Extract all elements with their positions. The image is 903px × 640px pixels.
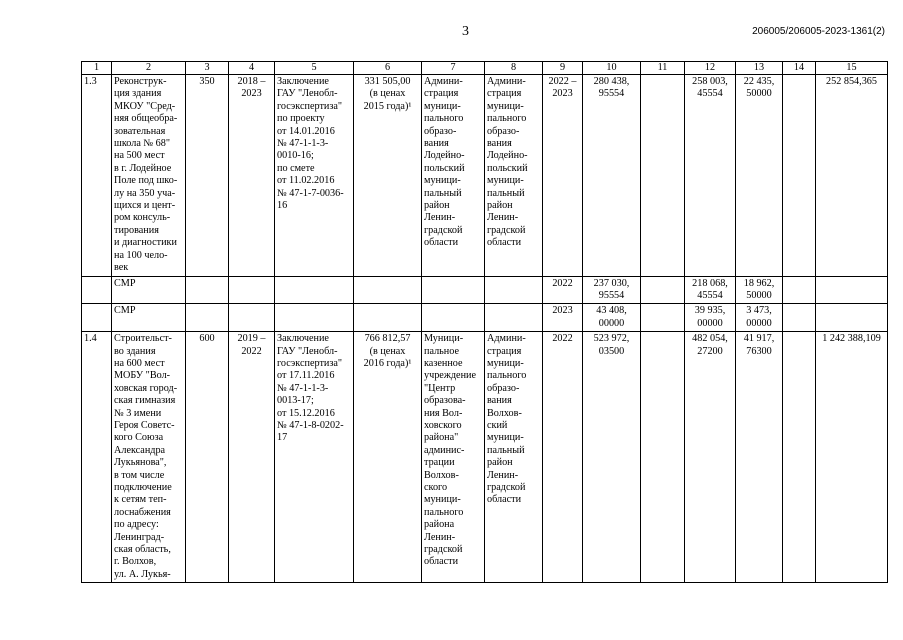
cell-expert-conclusion: Заключение ГАУ "Ленобл- госэкспертиза" по проекту от 14.01.2016 № 47-1-1-3- 0010-16; по смете от 11.02.2016 № 47-1-7-0036- 16 bbox=[275, 75, 354, 277]
cell-col-14 bbox=[783, 75, 816, 277]
cell-customer: Админи- страция муници- пального образо- вания Лодейно- польский муници- пальный район Ленин- градской области bbox=[422, 75, 485, 277]
cell-construction-period: 2019 – 2022 bbox=[229, 332, 275, 583]
cell-funding-years: 2022 bbox=[543, 276, 583, 304]
column-header: 12 bbox=[685, 62, 736, 75]
cell-owner: Админи- страция муници- пального образо- вания Лодейно- польский муници- пальный район Ленин- градской области bbox=[485, 75, 543, 277]
page-number: 3 bbox=[462, 24, 469, 39]
cell-customer bbox=[422, 304, 485, 332]
cell-total-funding: 523 972, 03500 bbox=[583, 332, 641, 583]
column-header: 13 bbox=[736, 62, 783, 75]
cell-capacity bbox=[186, 276, 229, 304]
cell-col-15 bbox=[816, 304, 888, 332]
cell-object-name: Реконструк- ция здания МКОУ "Сред- няя общеобра- зовательная школа № 68" на 500 мест в г. Лодейное Поле под шко- лу на 350 уча- щихся и цент- ром консуль- тирования и диагностики на 100 чело- век bbox=[112, 75, 186, 277]
cell-owner: Админи- страция муници- пального образо- вания Волхов- ский муници- пальный район Ленин- градской области bbox=[485, 332, 543, 583]
cell-regional-funding: 39 935, 00000 bbox=[685, 304, 736, 332]
cell-local-funding: 18 962, 50000 bbox=[736, 276, 783, 304]
cell-owner bbox=[485, 276, 543, 304]
cell-estimated-cost: 331 505,00 (в ценах 2015 года)¹ bbox=[354, 75, 422, 277]
cell-total-funding: 43 408, 00000 bbox=[583, 304, 641, 332]
cell-regional-funding: 482 054, 27200 bbox=[685, 332, 736, 583]
cell-col-15 bbox=[816, 276, 888, 304]
cell-local-funding: 3 473, 00000 bbox=[736, 304, 783, 332]
data-table bbox=[81, 61, 888, 583]
column-header: 2 bbox=[112, 62, 186, 75]
cell-object-name: СМР bbox=[112, 304, 186, 332]
cell-col-11 bbox=[641, 332, 685, 583]
column-number-header-row bbox=[82, 62, 888, 75]
cell-expert-conclusion bbox=[275, 304, 354, 332]
table-row bbox=[82, 304, 888, 332]
cell-funding-years: 2022 – 2023 bbox=[543, 75, 583, 277]
cell-capacity: 600 bbox=[186, 332, 229, 583]
cell-funding-years: 2022 bbox=[543, 332, 583, 583]
table-row bbox=[82, 276, 888, 304]
cell-expert-conclusion: Заключение ГАУ "Ленобл- госэкспертиза" от 17.11.2016 № 47-1-1-3- 0013-17; от 15.12.2016 № 47-1-8-0202- 17 bbox=[275, 332, 354, 583]
table-row bbox=[82, 332, 888, 583]
cell-regional-funding: 258 003, 45554 bbox=[685, 75, 736, 277]
cell-total-funding: 280 438, 95554 bbox=[583, 75, 641, 277]
cell-capacity bbox=[186, 304, 229, 332]
cell-local-funding: 22 435, 50000 bbox=[736, 75, 783, 277]
cell-local-funding: 41 917, 76300 bbox=[736, 332, 783, 583]
cell-object-name: Строительст- во здания на 600 мест МОБУ "Вол- ховская город- ская гимназия № 3 имени Героя Советс- кого Союза Александра Лукьянова", в том числе подключение к сетям теп- лоснабжения по адресу: Ленинград- ская область, г. Волхов, ул. А. Лукья- bbox=[112, 332, 186, 583]
cell-estimated-cost: 766 812,57 (в ценах 2016 года)¹ bbox=[354, 332, 422, 583]
cell-col-15: 252 854,365 bbox=[816, 75, 888, 277]
column-header: 11 bbox=[641, 62, 685, 75]
document-reference: 206005/206005-2023-1361(2) bbox=[752, 26, 885, 37]
cell-item-number: 1.3 bbox=[82, 75, 112, 277]
column-header: 10 bbox=[583, 62, 641, 75]
column-header: 3 bbox=[186, 62, 229, 75]
cell-col-11 bbox=[641, 304, 685, 332]
column-header: 4 bbox=[229, 62, 275, 75]
cell-col-15: 1 242 388,109 bbox=[816, 332, 888, 583]
cell-funding-years: 2023 bbox=[543, 304, 583, 332]
cell-col-14 bbox=[783, 304, 816, 332]
cell-object-name: СМР bbox=[112, 276, 186, 304]
column-header: 15 bbox=[816, 62, 888, 75]
cell-estimated-cost bbox=[354, 276, 422, 304]
column-header: 9 bbox=[543, 62, 583, 75]
column-header: 8 bbox=[485, 62, 543, 75]
cell-construction-period bbox=[229, 276, 275, 304]
column-header: 6 bbox=[354, 62, 422, 75]
cell-col-11 bbox=[641, 276, 685, 304]
cell-construction-period: 2018 – 2023 bbox=[229, 75, 275, 277]
cell-col-14 bbox=[783, 332, 816, 583]
cell-expert-conclusion bbox=[275, 276, 354, 304]
column-header: 1 bbox=[82, 62, 112, 75]
cell-item-number bbox=[82, 304, 112, 332]
cell-total-funding: 237 030, 95554 bbox=[583, 276, 641, 304]
column-header: 5 bbox=[275, 62, 354, 75]
cell-estimated-cost bbox=[354, 304, 422, 332]
cell-construction-period bbox=[229, 304, 275, 332]
cell-customer: Муници- пальное казенное учреждение "Центр образова- ния Вол- ховского района" админис- трации Волхов- ского муници- пального района Ленин- градской области bbox=[422, 332, 485, 583]
cell-item-number bbox=[82, 276, 112, 304]
column-header: 14 bbox=[783, 62, 816, 75]
cell-capacity: 350 bbox=[186, 75, 229, 277]
cell-col-11 bbox=[641, 75, 685, 277]
cell-regional-funding: 218 068, 45554 bbox=[685, 276, 736, 304]
table-row bbox=[82, 75, 888, 277]
cell-col-14 bbox=[783, 276, 816, 304]
cell-owner bbox=[485, 304, 543, 332]
cell-item-number: 1.4 bbox=[82, 332, 112, 583]
column-header: 7 bbox=[422, 62, 485, 75]
cell-customer bbox=[422, 276, 485, 304]
